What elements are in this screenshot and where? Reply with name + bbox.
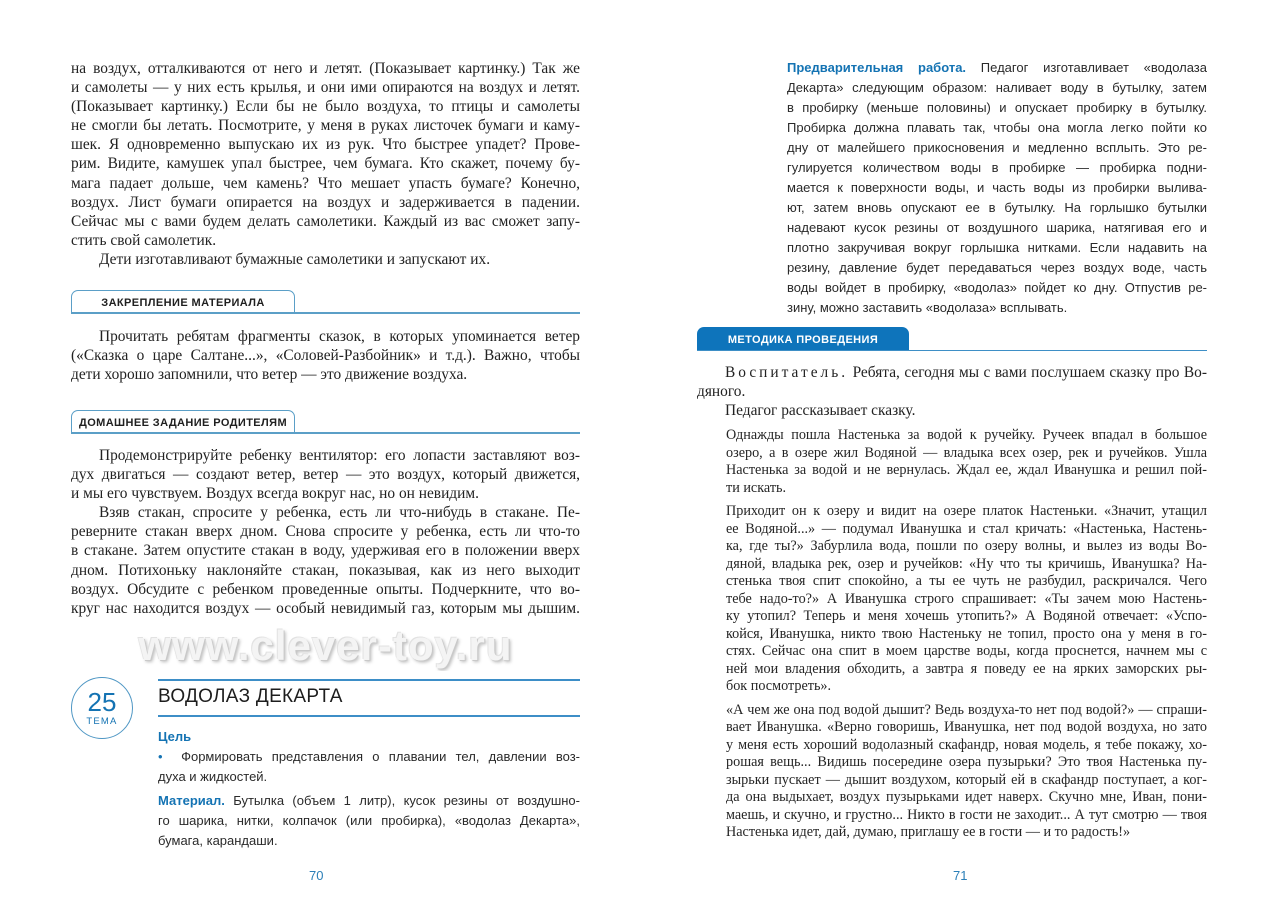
- text-line: дух двигаться — создают ветер, ветер — это воздух, который движется,: [71, 466, 580, 484]
- text-line: дети хорошо запомнили, что ветер — это движение воздуха.: [71, 366, 468, 384]
- text-line: и самолеты — у них есть крылья, и они ими опираются на воздух и летят.: [71, 79, 580, 97]
- prep-line: дну от малейшего прикосновения и медленно всплыть. Это ре-: [787, 140, 1207, 155]
- prep-line: воды войдет в пробирку, «водолаз» пойдет ко дну. Отпустив ре-: [787, 280, 1207, 295]
- story-line: Настенька идет, дай, думаю, приглашу ее в гости — и то радость!»: [726, 824, 1131, 840]
- title-rule-bottom: [158, 715, 580, 717]
- prep-line: Пробирка должна плавать так, чтобы она могла легко пойти ко: [787, 120, 1207, 135]
- story-line: Настенька за водой и не вернулась. Ждал ее, ждал Иванушка и решил пой-: [726, 462, 1207, 478]
- section-title: МЕТОДИКА ПРОВЕДЕНИЯ: [697, 327, 909, 351]
- story-line: тебе надо-то?» А Иванушка строго спрашивает: «Ты зачем мою Настень-: [726, 590, 1207, 607]
- prep-label: Предварительная работа.: [787, 60, 967, 75]
- text-line: рим. Видите, камушек упал быстрее, чем бумага. Кто скажет, почему бу-: [71, 155, 580, 173]
- story-line: маешь, и скучно, и грустно... Никто в гости не заходит... А тут смотрю — твоя: [726, 806, 1207, 823]
- goal-label: Цель: [158, 729, 192, 744]
- method-intro: [697, 363, 1207, 420]
- text-line: реверните стакан вверх дном. Снова спросите у ребенка, есть ли что-то: [71, 523, 580, 541]
- text-line: не смогли бы летать. Посмотрите, у меня в руках листочек бумаги и каму-: [71, 117, 580, 135]
- prep-line: ют, затем вновь опускают ее в бутылку. На горлышко бутылки: [787, 200, 1207, 215]
- text-line: на воздух, отталкиваются от него и летят. (Показывает картинку.) Так же: [71, 60, 580, 77]
- text-line: мага падает дольше, чем камень? Что мешает упасть бумаге? Конечно,: [71, 174, 580, 192]
- narration-line: Педагог рассказывает сказку.: [725, 402, 916, 420]
- material-line: бумага, карандаши.: [158, 833, 278, 848]
- prep-text: Педагог изготавливает «водолаза: [980, 60, 1207, 75]
- topic-label: ТЕМА: [86, 715, 118, 727]
- reinforcement-paragraph: [71, 327, 580, 384]
- section-rule: [71, 312, 580, 314]
- section-title: ЗАКРЕПЛЕНИЕ МАТЕРИАЛА: [71, 290, 295, 314]
- section-rule: [697, 350, 1207, 352]
- material-text: Бутылка (объем 1 литр), кусок резины от воздушно-: [233, 793, 580, 808]
- section-title: ДОМАШНЕЕ ЗАДАНИЕ РОДИТЕЛЯМ: [71, 410, 295, 434]
- story-line: ку утопил? Теперь и меня хочешь утопить?» А Водяной отвечает: «Успо-: [726, 608, 1207, 624]
- story-line: да она выдыхает, воздух пузырьками идет наверх. Скучно мне, Иван, пони-: [726, 789, 1207, 805]
- text-line: (Показывает картинку.) Если бы не было воздуха, то птицы и самолеты: [71, 98, 580, 116]
- story-line: Однажды пошла Настенька за водой к ручейку. Ручеек впадал в большое: [726, 427, 1207, 443]
- story-line: ти искать.: [726, 479, 787, 496]
- story-line: зырьки пускает — дышит воздухом, который ей в скафандр поступает, а ког-: [726, 771, 1207, 788]
- prep-line: гулируется количеством воды в пробирке — пробирка подни-: [787, 160, 1207, 175]
- page-right: [640, 0, 1280, 920]
- section-header-method: [697, 327, 1207, 351]
- section-rule: [71, 432, 580, 434]
- text-line: Продемонстрируйте ребенку вентилятор: его лопасти заставляют воз-: [99, 447, 580, 464]
- topic-title-block: [158, 679, 580, 717]
- prep-line: надевают кусок резины от воздушного шарика, натягивая его и: [787, 220, 1207, 235]
- prep-line: Декарта» следующим образом: наливает воду в бутылку, затем: [787, 80, 1207, 95]
- text-line: шек. Я одновременно выпускаю их из рук. Что быстрее упадет? Прове-: [71, 136, 580, 154]
- story-line: стях. Сейчас она спит в моем царстве воды, когда проснется, начнем мы с: [726, 643, 1207, 659]
- speaker-label: Воспитатель.: [725, 364, 849, 381]
- text-line: воздух. Лист бумаги опирается на воздух и задерживается в падении.: [71, 193, 580, 211]
- title-rule-top: [158, 679, 580, 681]
- material-label: Материал.: [158, 793, 225, 808]
- story-line: стенька твоя спит спокойно, а ты ее чуть не разбудил, раскричался. Чего: [726, 573, 1207, 589]
- story-paragraph: [726, 503, 1207, 696]
- text-line: Сейчас мы с вами будем делать самолетики. Каждый из вас сможет запу-: [71, 212, 580, 230]
- prep-paragraph: [787, 58, 1207, 318]
- prep-line: резину, давление будет передаваться через воздух воде, часть: [787, 260, 1207, 275]
- speaker-line: [697, 363, 1207, 382]
- prep-line: зину, можно заставить «водолаза» всплывать.: [787, 300, 1068, 315]
- text-line: дном. Потихоньку наклоняйте стакан, показывая, как из него выходит: [71, 561, 580, 579]
- story-line: у меня есть хороший водолазный скафандр, новая модель, я тебе покажу, хо-: [726, 736, 1207, 753]
- story-line: бок посмотреть».: [726, 678, 832, 694]
- story-line: Приходит он к озеру и видит на озере платок Настеньки. «Значит, утащил: [726, 503, 1207, 519]
- page-number-right: 71: [953, 868, 968, 883]
- story-line: вает Иванушка. «Верно говоришь, Иванушка, нет под водой воздуха, но зато: [726, 719, 1207, 735]
- speaker-text: Ребята, сегодня мы с вами послушаем сказку про Во-: [852, 364, 1207, 381]
- story-line: дяной, владыка рек, озер и ручейков: «Ну что ты кричишь, Иванушка? На-: [726, 555, 1207, 572]
- text-line: воздух. Обсудите с ребенком проведенные опыты. Подчеркните, что во-: [71, 580, 580, 598]
- topic-title: ВОДОЛАЗ ДЕКАРТА: [158, 686, 343, 707]
- text-line: в стакане. Затем опустите стакан в воду, удерживая его в положении вверх: [71, 542, 580, 560]
- story-paragraph: [726, 702, 1207, 842]
- goal-line: [158, 747, 580, 767]
- goal-text: Формировать представления о плавании тел, давлении воз-: [181, 749, 580, 764]
- story-line: ней мои владения обходить, а завтра я поведу ее на ярких заморских ры-: [726, 660, 1207, 677]
- action-line: Дети изготавливают бумажные самолетики и запускают их.: [99, 250, 491, 268]
- text-line: Взяв стакан, спросите у ребенка, есть ли что-нибудь в стакане. Пе-: [99, 504, 580, 522]
- section-header-homework: [71, 410, 580, 434]
- text-line: Прочитать ребятам фрагменты сказок, в которых упоминается ветер: [99, 328, 580, 345]
- topic-badge: [71, 677, 133, 739]
- story-line: озеро, а в озере жил Водяной — владыка всех озер, рек и ручейков. Ушла: [726, 444, 1207, 461]
- story-line: рошая вещь... Видишь посередине озера пузырьки? Это твоя Настенька пу-: [726, 754, 1207, 770]
- intro-paragraph: [71, 59, 580, 269]
- text-line: круг нас находится воздух — особый невидимый газ, которым мы дышим.: [71, 599, 580, 617]
- story-paragraph: [726, 427, 1207, 497]
- watermark: www.clever-toy.ru: [138, 622, 513, 669]
- fairy-tale: [726, 427, 1207, 842]
- page-number-left: 70: [309, 868, 324, 883]
- prep-line: плотно закручивая вокруг горлышка нитками. Если надавить на: [787, 240, 1207, 255]
- homework-paragraphs: [71, 446, 580, 618]
- goal-line: духа и жидкостей.: [158, 769, 268, 784]
- material-line: [158, 791, 580, 811]
- text-line: стить свой самолетик.: [71, 231, 217, 249]
- prep-line: мается к поверхности воды, и часть воды из пробирки вылива-: [787, 180, 1207, 195]
- prep-line: в пробирку (меньше половины) и опускает пробирку в бутылку.: [787, 100, 1207, 115]
- story-line: ее Водяной...» — подумал Иванушка и стал кричать: «Настенька, Настень-: [726, 520, 1207, 537]
- bullet-icon: •: [158, 749, 163, 764]
- topic-number: 25: [87, 686, 117, 717]
- speaker-line: дяного.: [697, 383, 746, 401]
- story-line: «А чем же она под водой дышит? Ведь воздуха-то нет под водой?» — спраши-: [726, 701, 1207, 718]
- text-line: («Сказка о царе Салтане...», «Соловей-Разбойник» и т.д.). Важно, чтобы: [71, 347, 580, 365]
- material-line: го шарика, нитки, колпачок (или пробирка), «водолаз Декарта»,: [158, 813, 580, 828]
- prep-line: [787, 58, 1207, 78]
- text-line: и мы его чувствуем. Воздух всегда вокруг нас, но он невидим.: [71, 485, 479, 503]
- story-line: ка, где ты?» Забурлила вода, пошли по озеру волны, и вылез из воды Во-: [726, 538, 1207, 554]
- topic-details: [158, 727, 580, 851]
- story-line: койся, Иванушка, никто твою Настеньку не топил, просто она у меня в го-: [726, 625, 1207, 642]
- section-header-reinforcement: [71, 290, 580, 314]
